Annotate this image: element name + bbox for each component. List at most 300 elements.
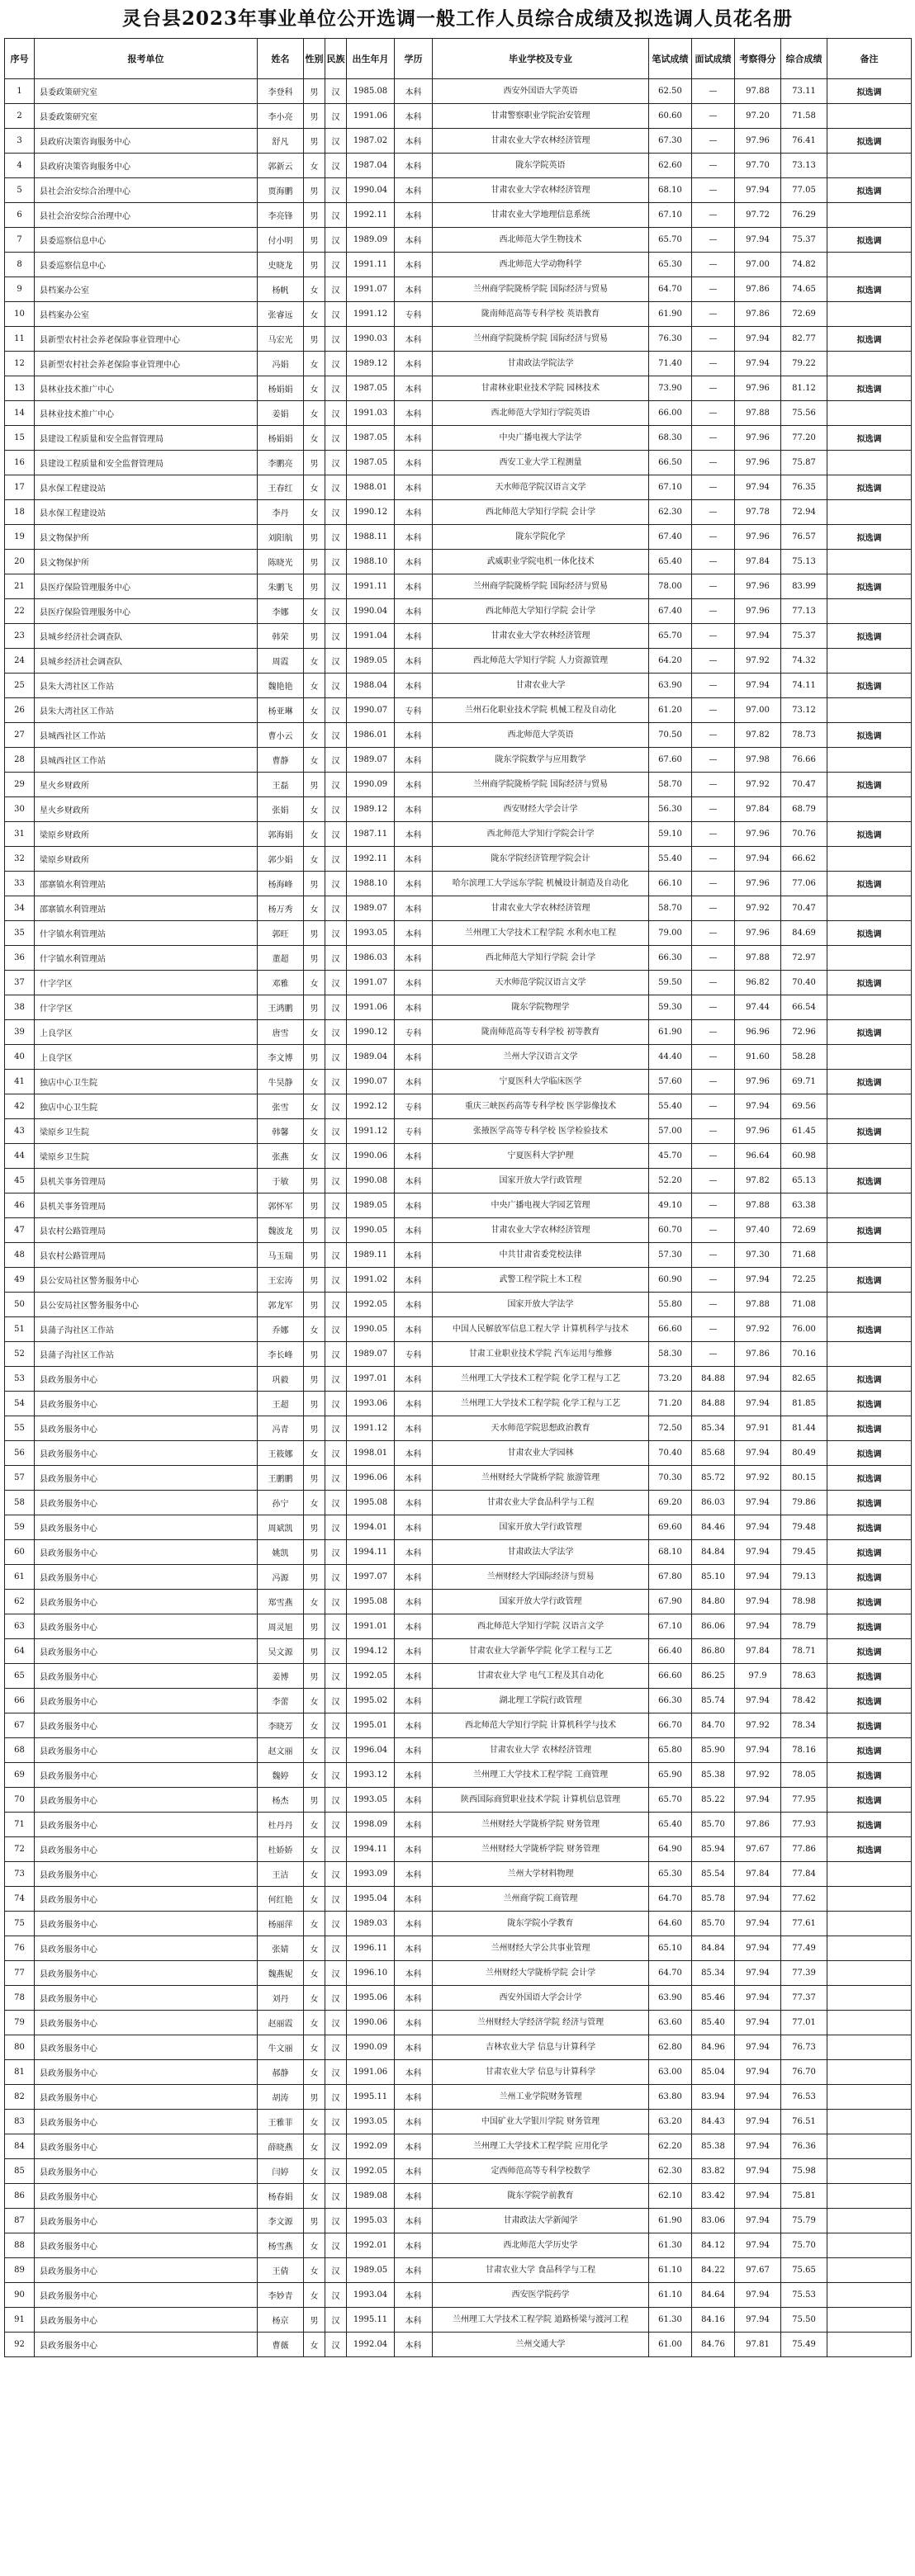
cell-total: 78.16 xyxy=(781,1738,827,1763)
cell-interview: — xyxy=(692,500,735,525)
cell-name: 王宏涛 xyxy=(258,1268,304,1293)
cell-written: 62.80 xyxy=(649,2035,692,2060)
cell-ethnic: 汉 xyxy=(325,2134,347,2159)
cell-written: 68.30 xyxy=(649,426,692,451)
cell-seq: 28 xyxy=(5,748,35,773)
cell-assess: 97.94 xyxy=(735,1515,781,1540)
cell-name: 薛晓燕 xyxy=(258,2134,304,2159)
cell-interview: — xyxy=(692,1169,735,1193)
cell-edu: 本科 xyxy=(395,574,433,599)
cell-gender: 女 xyxy=(304,376,325,401)
cell-gender: 女 xyxy=(304,649,325,674)
cell-seq: 12 xyxy=(5,352,35,376)
cell-written: 65.40 xyxy=(649,1813,692,1837)
cell-edu: 本科 xyxy=(395,1367,433,1392)
cell-major: 陇东学院化学 xyxy=(433,525,649,550)
cell-written: 67.60 xyxy=(649,748,692,773)
cell-total: 73.12 xyxy=(781,698,827,723)
cell-remark: 拟选调 xyxy=(827,1837,912,1862)
cell-seq: 25 xyxy=(5,674,35,698)
cell-interview: 84.16 xyxy=(692,2308,735,2333)
table-row xyxy=(5,401,912,426)
cell-name: 牛文丽 xyxy=(258,2035,304,2060)
cell-birth: 1994.12 xyxy=(347,1639,395,1664)
cell-major: 兰州财经大学国际经济与贸易 xyxy=(433,1565,649,1590)
table-row xyxy=(5,1590,912,1614)
cell-assess: 97.94 xyxy=(735,1614,781,1639)
cell-edu: 本科 xyxy=(395,2283,433,2308)
table-row xyxy=(5,1912,912,1936)
cell-edu: 本科 xyxy=(395,624,433,649)
cell-assess: 97.96 xyxy=(735,1119,781,1144)
cell-major: 兰州大学材料物理 xyxy=(433,1862,649,1887)
cell-ethnic: 汉 xyxy=(325,2209,347,2233)
cell-ethnic: 汉 xyxy=(325,525,347,550)
cell-total: 77.39 xyxy=(781,1961,827,1986)
cell-interview: 85.34 xyxy=(692,1961,735,1986)
cell-edu: 本科 xyxy=(395,1936,433,1961)
cell-gender: 女 xyxy=(304,599,325,624)
cell-major: 中国人民解放军信息工程大学 计算机科学与技术 xyxy=(433,1317,649,1342)
cell-interview: — xyxy=(692,401,735,426)
cell-interview: 85.22 xyxy=(692,1788,735,1813)
cell-seq: 90 xyxy=(5,2283,35,2308)
cell-birth: 1997.01 xyxy=(347,1367,395,1392)
cell-assess: 97.94 xyxy=(735,1961,781,1986)
cell-major: 陇东学院物理学 xyxy=(433,995,649,1020)
cell-major: 兰州理工大学技术工程学院 化学工程与工艺 xyxy=(433,1367,649,1392)
cell-gender: 女 xyxy=(304,1986,325,2011)
cell-name: 王雅菲 xyxy=(258,2110,304,2134)
cell-assess: 97.81 xyxy=(735,2333,781,2357)
cell-name: 杨雪燕 xyxy=(258,2233,304,2258)
cell-ethnic: 汉 xyxy=(325,376,347,401)
cell-interview: — xyxy=(692,154,735,178)
cell-ethnic: 汉 xyxy=(325,1936,347,1961)
cell-edu: 专科 xyxy=(395,1119,433,1144)
cell-total: 78.05 xyxy=(781,1763,827,1788)
cell-name: 杜娇娇 xyxy=(258,1837,304,1862)
cell-name: 王洁 xyxy=(258,1862,304,1887)
cell-gender: 男 xyxy=(304,2085,325,2110)
cell-assess: 97.94 xyxy=(735,2060,781,2085)
cell-total: 70.40 xyxy=(781,971,827,995)
cell-written: 65.80 xyxy=(649,1738,692,1763)
cell-assess: 97.84 xyxy=(735,1639,781,1664)
cell-total: 78.98 xyxy=(781,1590,827,1614)
cell-interview: — xyxy=(692,1119,735,1144)
cell-gender: 男 xyxy=(304,1342,325,1367)
cell-unit: 县政务服务中心 xyxy=(35,2333,258,2357)
cell-birth: 1986.01 xyxy=(347,723,395,748)
cell-major: 甘肃农业大学 信息与计算科学 xyxy=(433,2060,649,2085)
cell-unit: 县政务服务中心 xyxy=(35,2283,258,2308)
cell-major: 西北师范大学知行学院 计算机科学与技术 xyxy=(433,1713,649,1738)
cell-remark: 拟选调 xyxy=(827,574,912,599)
cell-unit: 独店中心卫生院 xyxy=(35,1094,258,1119)
cell-remark: 拟选调 xyxy=(827,1268,912,1293)
cell-major: 兰州商学院陇桥学院 国际经济与贸易 xyxy=(433,773,649,797)
cell-seq: 26 xyxy=(5,698,35,723)
cell-unit: 县委巡察信息中心 xyxy=(35,228,258,253)
cell-unit: 县政务服务中心 xyxy=(35,1738,258,1763)
cell-name: 曹薇 xyxy=(258,2333,304,2357)
cell-assess: 97.86 xyxy=(735,1813,781,1837)
cell-birth: 1991.07 xyxy=(347,277,395,302)
cell-birth: 1987.05 xyxy=(347,426,395,451)
cell-gender: 女 xyxy=(304,2011,325,2035)
cell-ethnic: 汉 xyxy=(325,921,347,946)
cell-remark xyxy=(827,1045,912,1070)
cell-total: 71.58 xyxy=(781,104,827,129)
cell-written: 61.20 xyxy=(649,698,692,723)
cell-written: 65.70 xyxy=(649,228,692,253)
cell-interview: 85.90 xyxy=(692,1738,735,1763)
cell-name: 朱鹏飞 xyxy=(258,574,304,599)
cell-remark xyxy=(827,797,912,822)
cell-edu: 本科 xyxy=(395,1144,433,1169)
cell-name: 郭龙军 xyxy=(258,1293,304,1317)
cell-birth: 1990.05 xyxy=(347,1218,395,1243)
cell-gender: 女 xyxy=(304,154,325,178)
cell-unit: 县新型农村社会养老保险事业管理中心 xyxy=(35,352,258,376)
cell-edu: 本科 xyxy=(395,1639,433,1664)
cell-ethnic: 汉 xyxy=(325,2308,347,2333)
cell-ethnic: 汉 xyxy=(325,2035,347,2060)
cell-assess: 97.92 xyxy=(735,1317,781,1342)
cell-unit: 星火乡财政所 xyxy=(35,773,258,797)
cell-birth: 1987.02 xyxy=(347,129,395,154)
cell-gender: 女 xyxy=(304,1813,325,1837)
cell-interview: — xyxy=(692,1317,735,1342)
cell-gender: 女 xyxy=(304,2159,325,2184)
cell-unit: 梁原乡财政所 xyxy=(35,822,258,847)
cell-ethnic: 汉 xyxy=(325,203,347,228)
cell-written: 62.20 xyxy=(649,2134,692,2159)
cell-gender: 女 xyxy=(304,674,325,698)
cell-total: 77.93 xyxy=(781,1813,827,1837)
cell-gender: 男 xyxy=(304,550,325,574)
cell-written: 65.30 xyxy=(649,1862,692,1887)
cell-name: 何红艳 xyxy=(258,1887,304,1912)
cell-interview: 84.88 xyxy=(692,1367,735,1392)
table-row xyxy=(5,1094,912,1119)
table-row xyxy=(5,154,912,178)
cell-gender: 男 xyxy=(304,178,325,203)
cell-ethnic: 汉 xyxy=(325,2233,347,2258)
cell-unit: 县政务服务中心 xyxy=(35,2134,258,2159)
cell-edu: 本科 xyxy=(395,946,433,971)
cell-assess: 97.94 xyxy=(735,2134,781,2159)
cell-edu: 本科 xyxy=(395,649,433,674)
cell-assess: 97.94 xyxy=(735,1689,781,1713)
cell-written: 66.70 xyxy=(649,1713,692,1738)
table-row xyxy=(5,2110,912,2134)
cell-unit: 县政务服务中心 xyxy=(35,2209,258,2233)
cell-total: 61.45 xyxy=(781,1119,827,1144)
cell-ethnic: 汉 xyxy=(325,1639,347,1664)
table-row xyxy=(5,376,912,401)
table-row xyxy=(5,277,912,302)
cell-assess: 97.72 xyxy=(735,203,781,228)
cell-major: 陇东学院学前教育 xyxy=(433,2184,649,2209)
cell-birth: 1995.03 xyxy=(347,2209,395,2233)
table-row xyxy=(5,748,912,773)
cell-gender: 女 xyxy=(304,1912,325,1936)
cell-unit: 县蒲子沟社区工作站 xyxy=(35,1317,258,1342)
header-edu: 学历 xyxy=(395,39,433,79)
cell-remark: 拟选调 xyxy=(827,921,912,946)
cell-major: 甘肃警察职业学院治安管理 xyxy=(433,104,649,129)
cell-written: 66.00 xyxy=(649,401,692,426)
cell-seq: 47 xyxy=(5,1218,35,1243)
cell-seq: 13 xyxy=(5,376,35,401)
cell-birth: 1993.05 xyxy=(347,2110,395,2134)
cell-name: 杨春娟 xyxy=(258,2184,304,2209)
cell-total: 76.29 xyxy=(781,203,827,228)
cell-interview: 84.12 xyxy=(692,2233,735,2258)
table-row xyxy=(5,1689,912,1713)
cell-birth: 1989.03 xyxy=(347,1912,395,1936)
cell-seq: 44 xyxy=(5,1144,35,1169)
cell-total: 60.98 xyxy=(781,1144,827,1169)
cell-written: 62.30 xyxy=(649,500,692,525)
cell-remark xyxy=(827,2060,912,2085)
cell-major: 西北师范大学知行学院 会计学 xyxy=(433,599,649,624)
cell-seq: 43 xyxy=(5,1119,35,1144)
cell-gender: 女 xyxy=(304,896,325,921)
cell-unit: 县新型农村社会养老保险事业管理中心 xyxy=(35,327,258,352)
cell-birth: 1991.04 xyxy=(347,624,395,649)
table-row xyxy=(5,2233,912,2258)
cell-written: 66.60 xyxy=(649,1664,692,1689)
table-row xyxy=(5,1936,912,1961)
cell-major: 甘肃政法大学新闻学 xyxy=(433,2209,649,2233)
table-row xyxy=(5,1243,912,1268)
cell-assess: 97.88 xyxy=(735,79,781,104)
cell-gender: 男 xyxy=(304,574,325,599)
cell-gender: 女 xyxy=(304,1763,325,1788)
cell-seq: 24 xyxy=(5,649,35,674)
cell-assess: 96.82 xyxy=(735,971,781,995)
cell-ethnic: 汉 xyxy=(325,154,347,178)
cell-birth: 1991.12 xyxy=(347,302,395,327)
cell-remark: 拟选调 xyxy=(827,1590,912,1614)
cell-assess: 97.98 xyxy=(735,748,781,773)
cell-assess: 97.96 xyxy=(735,872,781,896)
cell-unit: 县政府决策咨询服务中心 xyxy=(35,154,258,178)
cell-ethnic: 汉 xyxy=(325,1342,347,1367)
cell-assess: 97.94 xyxy=(735,1268,781,1293)
cell-remark xyxy=(827,2209,912,2233)
header-total: 综合成绩 xyxy=(781,39,827,79)
table-row xyxy=(5,1070,912,1094)
header-ethnic: 民族 xyxy=(325,39,347,79)
cell-gender: 女 xyxy=(304,2035,325,2060)
cell-major: 甘肃农业大学农林经济管理 xyxy=(433,896,649,921)
cell-edu: 本科 xyxy=(395,327,433,352)
cell-total: 75.70 xyxy=(781,2233,827,2258)
cell-written: 67.80 xyxy=(649,1565,692,1590)
cell-remark xyxy=(827,1144,912,1169)
cell-interview: — xyxy=(692,797,735,822)
cell-total: 78.79 xyxy=(781,1614,827,1639)
cell-major: 陕西国际商贸职业技术学院 计算机信息管理 xyxy=(433,1788,649,1813)
cell-written: 52.20 xyxy=(649,1169,692,1193)
table-row xyxy=(5,426,912,451)
cell-written: 70.40 xyxy=(649,1441,692,1466)
cell-unit: 县建设工程质量和安全监督管理局 xyxy=(35,426,258,451)
cell-written: 71.40 xyxy=(649,352,692,376)
cell-total: 66.62 xyxy=(781,847,827,872)
table-row xyxy=(5,2134,912,2159)
cell-ethnic: 汉 xyxy=(325,500,347,525)
cell-major: 兰州财经大学陇桥学院 会计学 xyxy=(433,1961,649,1986)
table-row xyxy=(5,104,912,129)
cell-seq: 61 xyxy=(5,1565,35,1590)
cell-written: 57.30 xyxy=(649,1243,692,1268)
cell-total: 74.32 xyxy=(781,649,827,674)
table-row xyxy=(5,649,912,674)
cell-written: 65.40 xyxy=(649,550,692,574)
cell-major: 中国矿业大学银川学院 财务管理 xyxy=(433,2110,649,2134)
cell-assess: 97.94 xyxy=(735,1590,781,1614)
cell-ethnic: 汉 xyxy=(325,723,347,748)
cell-remark: 拟选调 xyxy=(827,1070,912,1094)
cell-edu: 本科 xyxy=(395,1268,433,1293)
cell-written: 55.40 xyxy=(649,847,692,872)
cell-ethnic: 汉 xyxy=(325,327,347,352)
cell-assess: 97.94 xyxy=(735,1738,781,1763)
cell-total: 77.06 xyxy=(781,872,827,896)
cell-ethnic: 汉 xyxy=(325,773,347,797)
cell-birth: 1992.04 xyxy=(347,2333,395,2357)
cell-assess: 97.96 xyxy=(735,599,781,624)
cell-ethnic: 汉 xyxy=(325,2184,347,2209)
cell-remark: 拟选调 xyxy=(827,1367,912,1392)
cell-name: 王筱娜 xyxy=(258,1441,304,1466)
cell-total: 77.84 xyxy=(781,1862,827,1887)
cell-seq: 36 xyxy=(5,946,35,971)
table-row xyxy=(5,971,912,995)
cell-edu: 本科 xyxy=(395,525,433,550)
cell-seq: 60 xyxy=(5,1540,35,1565)
cell-name: 巩毅 xyxy=(258,1367,304,1392)
table-row xyxy=(5,2060,912,2085)
cell-seq: 56 xyxy=(5,1441,35,1466)
cell-remark xyxy=(827,599,912,624)
cell-gender: 女 xyxy=(304,1837,325,1862)
cell-assess: 97.94 xyxy=(735,2283,781,2308)
cell-ethnic: 汉 xyxy=(325,1466,347,1491)
cell-edu: 本科 xyxy=(395,1689,433,1713)
cell-seq: 46 xyxy=(5,1193,35,1218)
cell-name: 李鹏亮 xyxy=(258,451,304,475)
cell-birth: 1995.08 xyxy=(347,1590,395,1614)
cell-unit: 县朱大湾社区工作站 xyxy=(35,698,258,723)
cell-remark xyxy=(827,1094,912,1119)
cell-total: 78.73 xyxy=(781,723,827,748)
cell-interview: 85.40 xyxy=(692,2011,735,2035)
cell-gender: 男 xyxy=(304,872,325,896)
cell-written: 67.40 xyxy=(649,525,692,550)
cell-edu: 本科 xyxy=(395,79,433,104)
cell-remark: 拟选调 xyxy=(827,822,912,847)
cell-edu: 本科 xyxy=(395,228,433,253)
cell-total: 77.86 xyxy=(781,1837,827,1862)
cell-seq: 31 xyxy=(5,822,35,847)
cell-assess: 97.84 xyxy=(735,1862,781,1887)
cell-remark: 拟选调 xyxy=(827,1763,912,1788)
table-row xyxy=(5,1788,912,1813)
cell-name: 王磊 xyxy=(258,773,304,797)
cell-remark xyxy=(827,104,912,129)
cell-edu: 本科 xyxy=(395,154,433,178)
table-row xyxy=(5,1763,912,1788)
table-row xyxy=(5,599,912,624)
cell-seq: 75 xyxy=(5,1912,35,1936)
cell-gender: 男 xyxy=(304,1540,325,1565)
cell-major: 兰州理工大学技术工程学院 水利水电工程 xyxy=(433,921,649,946)
cell-gender: 男 xyxy=(304,1169,325,1193)
cell-written: 55.80 xyxy=(649,1293,692,1317)
cell-written: 67.10 xyxy=(649,475,692,500)
cell-seq: 57 xyxy=(5,1466,35,1491)
cell-unit: 什字学区 xyxy=(35,971,258,995)
cell-edu: 本科 xyxy=(395,1713,433,1738)
cell-ethnic: 汉 xyxy=(325,129,347,154)
table-row xyxy=(5,475,912,500)
cell-name: 王倩 xyxy=(258,2258,304,2283)
cell-edu: 本科 xyxy=(395,253,433,277)
cell-total: 72.97 xyxy=(781,946,827,971)
cell-name: 刘阳航 xyxy=(258,525,304,550)
cell-gender: 男 xyxy=(304,1416,325,1441)
cell-edu: 本科 xyxy=(395,451,433,475)
cell-name: 郭少娟 xyxy=(258,847,304,872)
cell-ethnic: 汉 xyxy=(325,1020,347,1045)
cell-birth: 1991.11 xyxy=(347,253,395,277)
cell-assess: 97.96 xyxy=(735,1070,781,1094)
cell-ethnic: 汉 xyxy=(325,1763,347,1788)
cell-edu: 本科 xyxy=(395,277,433,302)
cell-seq: 82 xyxy=(5,2085,35,2110)
cell-remark: 拟选调 xyxy=(827,1317,912,1342)
cell-seq: 85 xyxy=(5,2159,35,2184)
cell-unit: 县社会治安综合治理中心 xyxy=(35,178,258,203)
cell-name: 李晓芳 xyxy=(258,1713,304,1738)
cell-seq: 52 xyxy=(5,1342,35,1367)
cell-edu: 本科 xyxy=(395,2085,433,2110)
cell-major: 中央广播电视大学法学 xyxy=(433,426,649,451)
cell-major: 宁夏医科大学临床医学 xyxy=(433,1070,649,1094)
cell-seq: 80 xyxy=(5,2035,35,2060)
cell-edu: 本科 xyxy=(395,2184,433,2209)
table-row xyxy=(5,1540,912,1565)
cell-unit: 县政务服务中心 xyxy=(35,1837,258,1862)
cell-major: 兰州财经大学陇桥学院 旅游管理 xyxy=(433,1466,649,1491)
cell-major: 西北师范大学英语 xyxy=(433,723,649,748)
cell-remark xyxy=(827,748,912,773)
cell-total: 79.86 xyxy=(781,1491,827,1515)
cell-written: 61.30 xyxy=(649,2308,692,2333)
table-row xyxy=(5,327,912,352)
cell-remark xyxy=(827,1961,912,1986)
cell-ethnic: 汉 xyxy=(325,426,347,451)
cell-written: 62.50 xyxy=(649,79,692,104)
cell-assess: 97.94 xyxy=(735,228,781,253)
cell-edu: 本科 xyxy=(395,500,433,525)
